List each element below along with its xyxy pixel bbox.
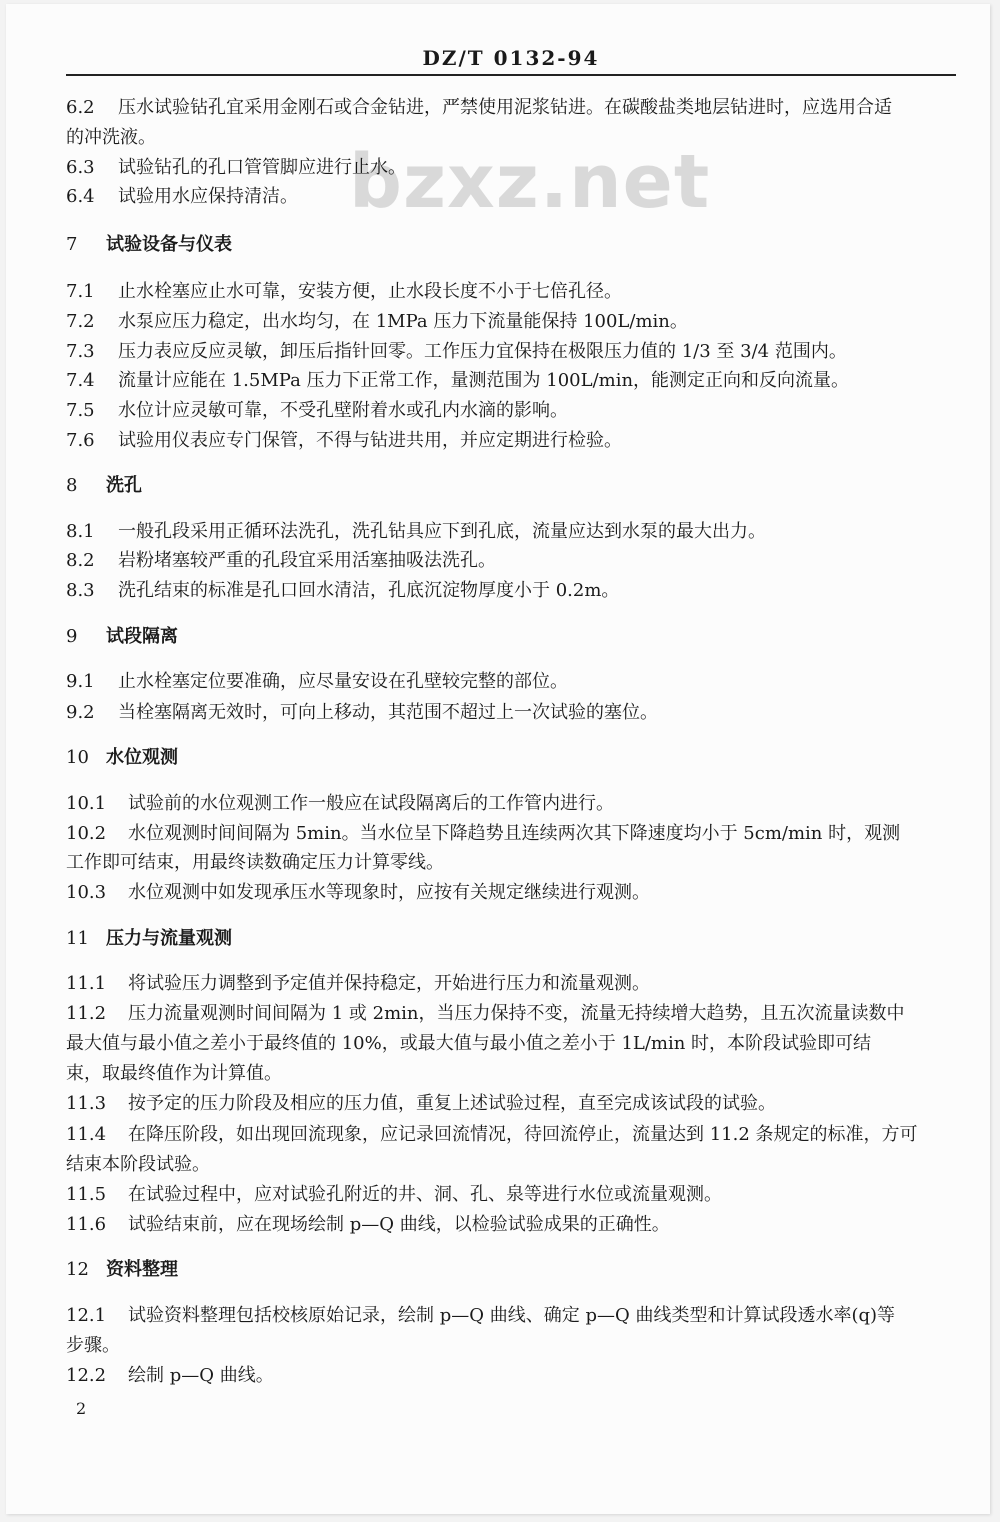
header-rule: [66, 74, 956, 76]
clause-11-3: 11.3 按予定的压力阶段及相应的压力值，重复上述试验过程，直至完成该试段的试验。: [66, 1093, 776, 1114]
section-heading-7: 7 试验设备与仪表: [66, 234, 232, 255]
clause-9-2: 9.2 当栓塞隔离无效时，可向上移动，其范围不超过上一次试验的塞位。: [66, 702, 658, 723]
clause-11-6: 11.6 试验结束前，应在现场绘制 p—Q 曲线，以检验试验成果的正确性。: [66, 1214, 670, 1235]
section-heading-8: 8 洗孔: [66, 475, 142, 496]
clause-6-2: 6.2 压水试验钻孔宜采用金刚石或合金钻进，严禁使用泥浆钻进。在碳酸盐类地层钻进时，应选用合适: [66, 97, 892, 118]
clause-7-2: 7.2 水泵应压力稳定，出水均匀，在 1MPa 压力下流量能保持 100L/min。: [66, 311, 688, 332]
clause-10-2: 10.2 水位观测时间间隔为 5min。当水位呈下降趋势且连续两次其下降速度均小于 5cm/min 时，观测: [66, 823, 901, 844]
clause-7-3: 7.3 压力表应反应灵敏，卸压后指针回零。工作压力宜保持在极限压力值的 1/3 至 3/4 范围内。: [66, 341, 847, 362]
section-heading-10: 10 水位观测: [66, 747, 178, 768]
document-code-header: DZ/T 0132-94: [422, 46, 600, 70]
clause-11-4: 11.4 在降压阶段，如出现回流现象，应记录回流情况，待回流停止，流量达到 11.2 条规定的标准，方可: [66, 1124, 918, 1145]
section-heading-12: 12 资料整理: [66, 1259, 178, 1280]
clause-12-1: 12.1 试验资料整理包括校核原始记录，绘制 p—Q 曲线、确定 p—Q 曲线类型和计算试段透水率(q)等: [66, 1305, 896, 1326]
clause-8-3: 8.3 洗孔结束的标准是孔口回水清洁，孔底沉淀物厚度小于 0.2m。: [66, 580, 620, 601]
clause-6-4: 6.4 试验用水应保持清洁。: [66, 186, 298, 207]
clause-7-4: 7.4 流量计应能在 1.5MPa 压力下正常工作，量测范围为 100L/min，能测定正向和反向流量。: [66, 370, 850, 391]
clause-7-6: 7.6 试验用仪表应专门保管，不得与钻进共用，并应定期进行检验。: [66, 430, 622, 451]
clause-7-1: 7.1 止水栓塞应止水可靠，安装方便，止水段长度不小于七倍孔径。: [66, 281, 622, 302]
clause-8-2: 8.2 岩粉堵塞较严重的孔段宜采用活塞抽吸法洗孔。: [66, 550, 496, 571]
clause-6-3: 6.3 试验钻孔的孔口管管脚应进行止水。: [66, 157, 406, 178]
clause-continuation: 结束本阶段试验。: [66, 1154, 210, 1175]
clause-continuation: 的冲洗液。: [66, 127, 156, 148]
clause-10-1: 10.1 试验前的水位观测工作一般应在试段隔离后的工作管内进行。: [66, 793, 614, 814]
clause-10-3: 10.3 水位观测中如发现承压水等现象时，应按有关规定继续进行观测。: [66, 882, 650, 903]
page-number: 2: [76, 1399, 87, 1418]
clause-9-1: 9.1 止水栓塞定位要准确，应尽量安设在孔壁较完整的部位。: [66, 671, 568, 692]
clause-continuation: 最大值与最小值之差小于最终值的 10%，或最大值与最小值之差小于 1L/min 时，本阶段试验即可结: [66, 1033, 872, 1054]
clause-11-5: 11.5 在试验过程中，应对试验孔附近的井、洞、孔、泉等进行水位或流量观测。: [66, 1184, 722, 1205]
clause-7-5: 7.5 水位计应灵敏可靠，不受孔壁附着水或孔内水滴的影响。: [66, 400, 568, 421]
section-heading-11: 11 压力与流量观测: [66, 928, 232, 949]
watermark: bzxz.net: [349, 139, 711, 225]
clause-continuation: 束，取最终值作为计算值。: [66, 1063, 282, 1084]
clause-11-2: 11.2 压力流量观测时间间隔为 1 或 2min，当压力保持不变，流量无持续增大趋势，且五次流量读数中: [66, 1003, 905, 1024]
clause-continuation: 工作即可结束，用最终读数确定压力计算零线。: [66, 852, 444, 873]
section-heading-9: 9 试段隔离: [66, 626, 178, 647]
clause-11-1: 11.1 将试验压力调整到予定值并保持稳定，开始进行压力和流量观测。: [66, 973, 650, 994]
document-page: [6, 4, 990, 1514]
clause-8-1: 8.1 一般孔段采用正循环法洗孔，洗孔钻具应下到孔底，流量应达到水泵的最大出力。: [66, 521, 766, 542]
clause-continuation: 步骤。: [66, 1335, 120, 1356]
clause-12-2: 12.2 绘制 p—Q 曲线。: [66, 1365, 274, 1386]
